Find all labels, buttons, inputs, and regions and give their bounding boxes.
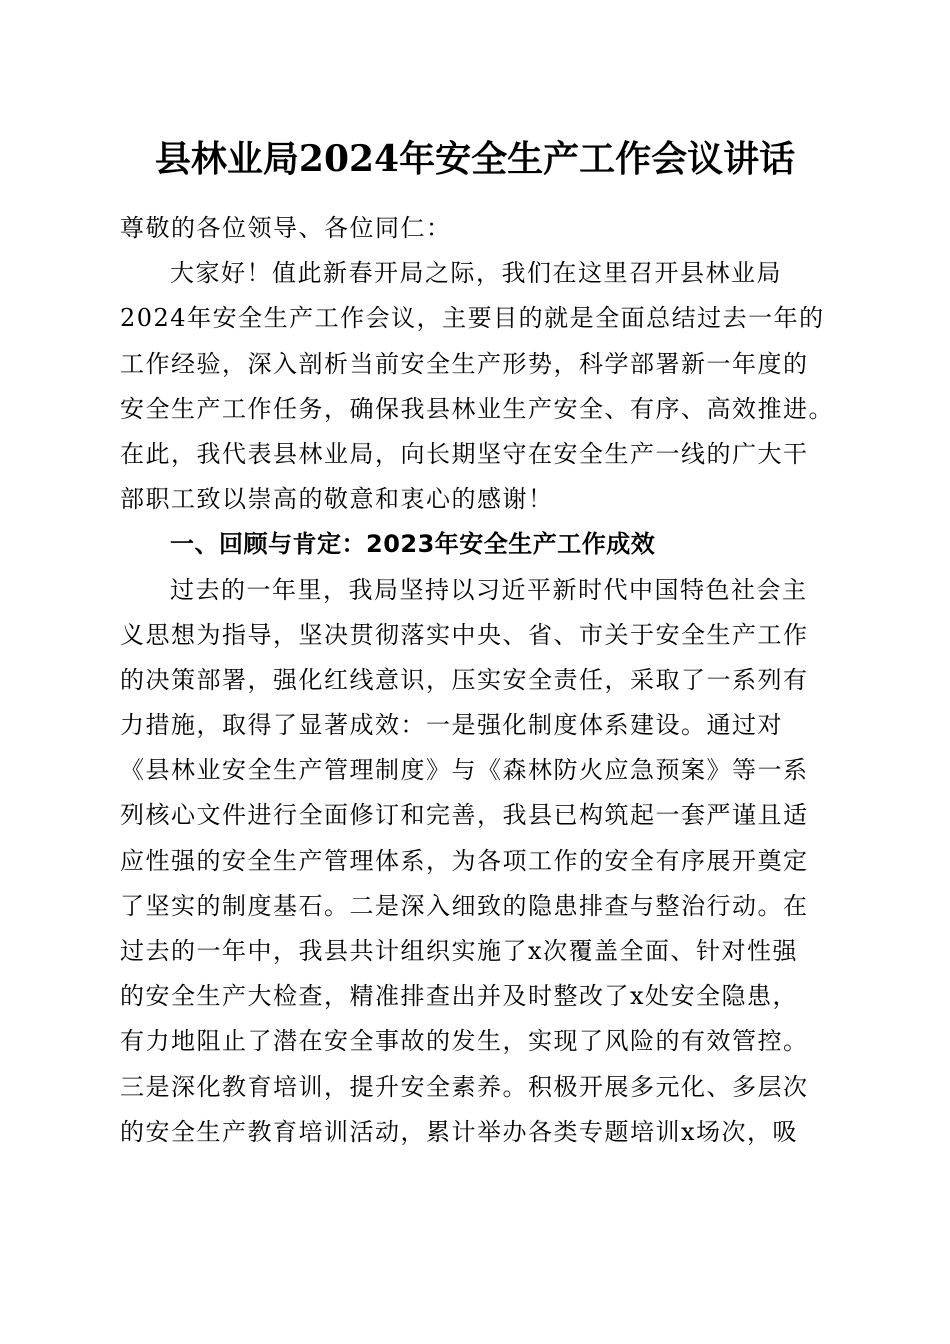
paragraph-line: 工作经验，深入剖析当前安全生产形势，科学部署新一年度的 (120, 349, 809, 378)
paragraph-line: 2024年安全生产工作会议，主要目的就是全面总结过去一年的 (120, 304, 825, 333)
section-heading: 一、回顾与肯定：2023年安全生产工作成效 (170, 530, 656, 559)
paragraph-line: 过去的一年里，我局坚持以习近平新时代中国特色社会主 (170, 575, 808, 604)
paragraph-line: 《县林业安全生产管理制度》与《森林防火应急预案》等一系 (120, 756, 809, 785)
paragraph-line: 力措施，取得了显著成效：一是强化制度体系建设。通过对 (120, 711, 783, 740)
paragraph-line: 在此，我代表县林业局，向长期坚守在安全生产一线的广大干 (120, 439, 809, 468)
salutation: 尊敬的各位领导、各位同仁： (120, 214, 452, 242)
paragraph-line: 有力地阻止了潜在安全事故的发生，实现了风险的有效管控。 (120, 1027, 809, 1056)
paragraph-line: 列核心文件进行全面修订和完善，我县已构筑起一套严谨且适 (120, 801, 809, 830)
paragraph-line: 的决策部署，强化红线意识，压实安全责任，采取了一系列有 (120, 665, 809, 694)
paragraph-line: 的安全生产教育培训活动，累计举办各类专题培训x场次，吸 (120, 1117, 799, 1146)
paragraph-line: 了坚实的制度基石。二是深入细致的隐患排查与整治行动。在 (120, 891, 809, 920)
paragraph-line: 三是深化教育培训，提升安全素养。积极开展多元化、多层次 (120, 1072, 809, 1101)
paragraph-line: 过去的一年中，我县共计组织实施了x次覆盖全面、针对性强 (120, 937, 799, 965)
paragraph-line: 义思想为指导，坚决贯彻落实中央、省、市关于安全生产工作 (120, 620, 809, 649)
paragraph-line: 大家好！值此新春开局之际，我们在这里召开县林业局 (170, 259, 782, 288)
paragraph-line: 的安全生产大检查，精准排查出并及时整改了x处安全隐患， (120, 982, 799, 1011)
document-title: 县林业局2024年安全生产工作会议讲话 (154, 138, 796, 180)
paragraph-line: 部职工致以崇高的敬意和衷心的感谢！ (120, 485, 554, 514)
document-body (120, 206, 840, 1155)
paragraph-line: 安全生产工作任务，确保我县林业生产安全、有序、高效推进。 (120, 394, 834, 423)
paragraph-line: 应性强的安全生产管理体系，为各项工作的安全有序展开奠定 (120, 846, 809, 875)
